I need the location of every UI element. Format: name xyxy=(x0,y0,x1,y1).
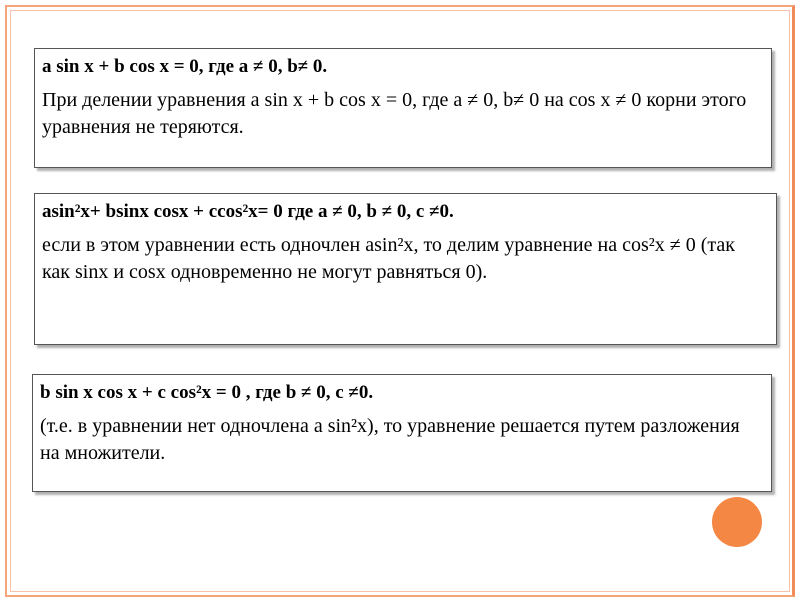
equation-2: asin²x+ bsinx cosx + ccos²x= 0 где a ≠ 0, b ≠ 0, c ≠0. xyxy=(42,201,454,222)
equation-3: b sin x cos x + c cos²x = 0 , где b ≠ 0, c ≠0. xyxy=(40,382,374,403)
explanation-1: При делении уравнения a sin x + b cos x = 0, где a ≠ 0, b≠ 0 на cos x ≠ 0 корни этого уравнения не теряются. xyxy=(42,89,747,138)
text-box-1 xyxy=(34,48,772,168)
equation-1: a sin x + b cos x = 0, где a ≠ 0, b≠ 0. xyxy=(42,56,328,77)
explanation-2: если в этом уравнении есть одночлен asin²x, то делим уравнение на cos²x ≠ 0 (так как sinx и cosx одновременно не могут равняться 0). xyxy=(42,234,735,283)
text-box-3 xyxy=(32,374,772,492)
decorative-circle xyxy=(712,497,762,547)
explanation-3: (т.е. в уравнении нет одночлена a sin²x), то уравнение решается путем разложения на множители. xyxy=(40,415,740,464)
text-box-2 xyxy=(34,193,777,345)
